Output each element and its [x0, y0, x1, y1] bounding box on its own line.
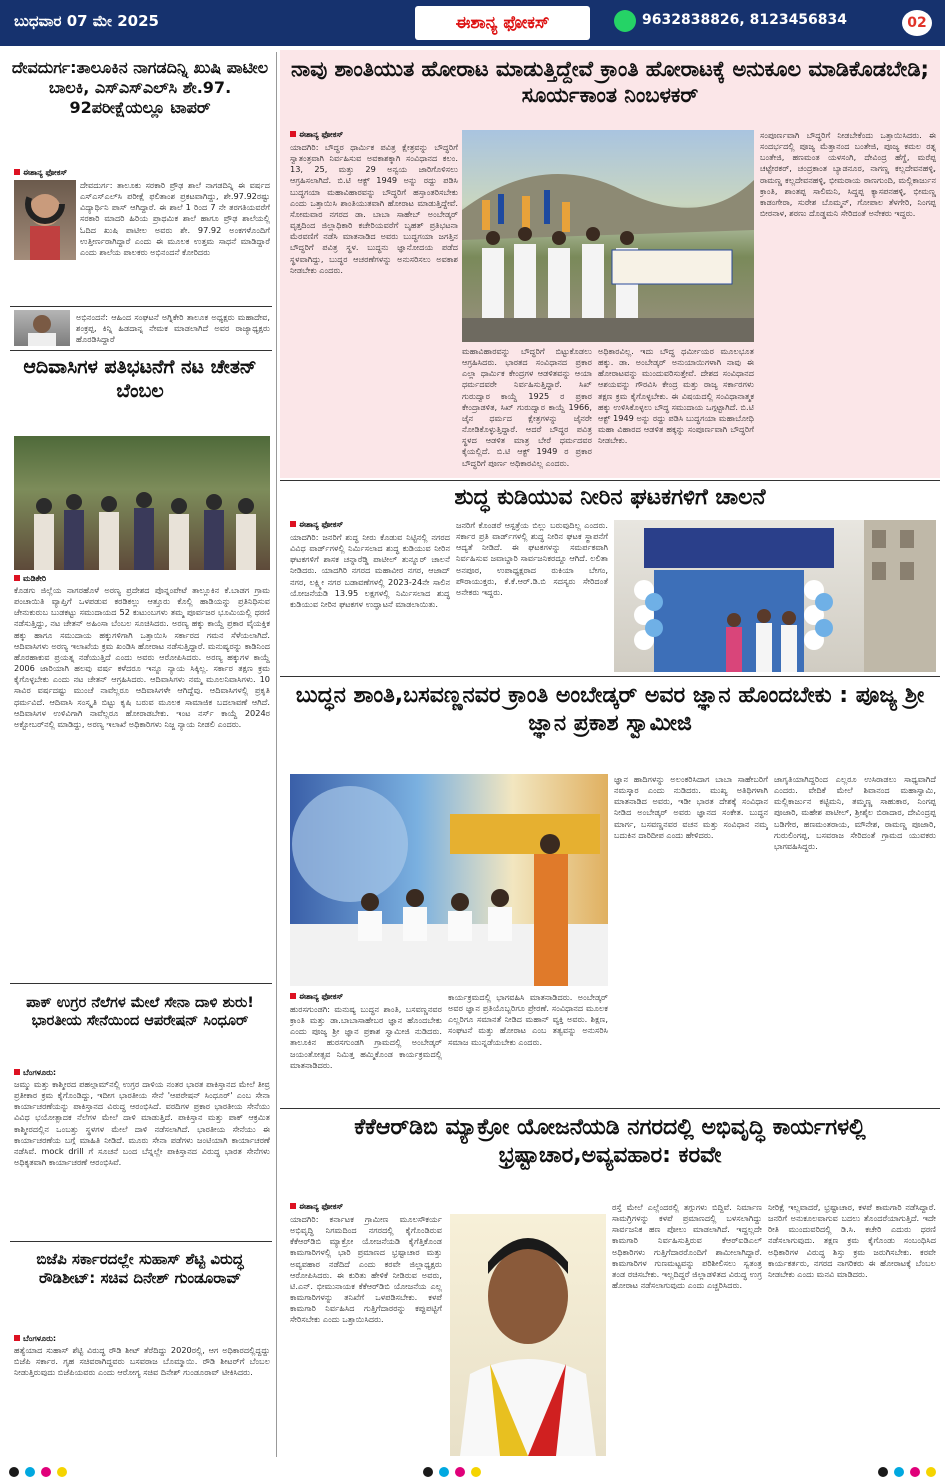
- right-a3-col3: ಜ್ಞಾನ ಹಾದಿಗಳನ್ನು ಅಲಂಕರಿಸಿದಾಗ ಬಾಬಾ ಸಾಹೇಬರಿಗೆ ನಮಸ್ಕಾರ ಎಂದು ನುಡಿದರು. ಮುಖ್ಯ ಅತಿಥಿಗಳಾಗಿ ಮಾತನಾಡಿದ ಅವರು, ಇಡೀ ಭಾರತ ದೇಶಕ್ಕೆ ಸಂವಿಧಾನ ನೀಡಿದ ಅಂಬೇಡ್ಕರ್ ಅವರು ಜ್ಞಾನದ ಸಂಕೇತ. ಬುದ್ಧನ ಮಾರ್ಗ, ಬಸವಣ್ಣನವರ ವಚನ ಮತ್ತು ಸಂವಿಧಾನ ನಮ್ಮ ಬದುಕಿನ ದಾರಿದೀಪ ಎಂದು ಹೇಳಿದರು.: [614, 774, 768, 840]
- rule: [10, 1241, 272, 1242]
- phone-text: 9632838826, 8123456834: [642, 12, 848, 28]
- stage-event-icon: [290, 774, 608, 986]
- left-a4-byline: ಬೆಂಗಳೂರು:: [14, 1334, 56, 1344]
- right-a1-col1: ಯಾದಗಿರಿ: ಬೌದ್ಧರ ಧಾರ್ಮಿಕ ಪವಿತ್ರ ಕ್ಷೇತ್ರವನ್ನು ಬೌದ್ಧರಿಗೆ ಸ್ವಾತಂತ್ರವಾಗಿ ನಿರ್ವಹಿಸುವ ಅವಕಾಶಕ್ಕಾಗಿ ಸಂವಿಧಾನದ ಕಲಂ. 13, 25, ಮತ್ತು 29 ಅನ್ವಯ ಜಾರಿಗೊಳಿಸಲು ಆಗ್ರಹಿಸಲಾಗಿದೆ. ಬಿ.ಟಿ ಆಕ್ಟ್ 1949 ಅನ್ನು ರದ್ದು ಪಡಿಸಿ ಬುದ್ಧಗಯಾ ಮಹಾವಿಹಾರವನ್ನು ಬೌದ್ಧರಿಗೆ ಹಸ್ತಾಂತರಿಸಬೇಕು ಎಂದು ಒತ್ತಾಯಿಸಿ ಶಾಂತಿಯುತವಾಗಿ ಹೋರಾಟ ಮಾಡುತ್ತಿದ್ದೇವೆ. ಸೋಮವಾರ ನಗರದ ಡಾ. ಬಾಬಾ ಸಾಹೇಬ್ ಅಂಬೇಡ್ಕರ್ ವೃತ್ತದಿಂದ ಜಿಲ್ಲಾಧಿಕಾರಿ ಕಚೇರಿಯವರೆಗೆ ಬೃಹತ್ ಪ್ರತಿಭಟನಾ ಮೆರವಣಿಗೆ ನಡೆಸಿ ಮಾತನಾಡಿದ ಅವರು ಬುದ್ಧಗಯಾ ಜಗತ್ತಿನ ಬೌದ್ಧರಿಗೆ ಪವಿತ್ರ ಸ್ಥಳ. ಬುದ್ಧನು ಜ್ಞಾನೋದಯ ಪಡೆದ ಸ್ಥಳವಾಗಿದ್ದು, ಬುದ್ಧರ ಆಚರಣೆಗಳನ್ನು ಅನುಸರಿಸಲು ಅವಕಾಶ ನೀಡಬೇಕು ಎಂದರು.: [290, 142, 458, 275]
- newspaper-logo[interactable]: [415, 6, 590, 40]
- left-a3-body: ಜಮ್ಮು ಮತ್ತು ಕಾಶ್ಮೀರದ ಪಹಲ್ಗಾಮ್‌ನಲ್ಲಿ ಉಗ್ರರ ದಾಳಿಯ ನಂತರ ಭಾರತ ಪಾಕಿಸ್ತಾನದ ಮೇಲೆ ತೀವ್ರ ಪ್ರತೀಕಾರ ಕ್ರಮ ಕೈಗೊಂಡಿದ್ದು, ಇದೀಗ ಭಾರತೀಯ ಸೇನೆ 'ಆಪರೇಷನ್ ಸಿಂಧೂರ್' ಎಂಬ ಸೇನಾ ಕಾರ್ಯಾಚರಣೆಯನ್ನು ಪಾಕಿಸ್ತಾನದ ವಿರುದ್ಧ ಆರಂಭಿಸಿದೆ. ವರದಿಗಳ ಪ್ರಕಾರ ಭಾರತೀಯ ಸೇನೆಯು ವಿವಿಧ ಭಯೋತ್ಪಾದಕ ನೆಲೆಗಳ ಮೇಲೆ ದಾಳಿ ಮಾಡುತ್ತಿದೆ. ಪಾಕಿಸ್ತಾನ ಮತ್ತು ಪಾಕ್ ಆಕ್ರಮಿತ ಕಾಶ್ಮೀರದಲ್ಲಿನ ಒಂಬತ್ತು ಸ್ಥಳಗಳ ಮೇಲೆ ದಾಳಿ ನಡೆಸಲಾಗಿದೆ. ಭಾರತೀಯ ಸೇನೆಯು ಈ ಕಾರ್ಯಾಚರಣೆಯ ಬಗ್ಗೆ ಮಾಹಿತಿ ನೀಡಿದೆ. ಮೂರು ಸೇನಾ ಪಡೆಗಳು ಜಂಟಿಯಾಗಿ ಕಾರ್ಯಾಚರಣೆ ನಡೆಸಿವೆ. mock drill ಗೆ ಸೂಚನೆ ಬಂದ ಬೆನ್ನಲ್ಲೇ ಪಾಕಿಸ್ತಾನದ ವಿರುದ್ಧ ಭಾರತ ಸೇನೆಗಳು ಅಧಿಕೃತವಾಗಿ ಕಾರ್ಯಾಚರಣೆ ಆರಂಭಿಸಿವೆ.: [14, 1079, 270, 1168]
- right-a3-byline: ಈಶಾನ್ಯ ಫೋಕಸ್: [290, 992, 343, 1002]
- leader-portrait-icon: [450, 1214, 606, 1456]
- left-a1-body: ದೇವದುರ್ಗ: ತಾಲೂಕು ಸರಕಾರಿ ಪ್ರೌಢ ಶಾಲೆ ನಾಗಡದಿನ್ನಿ ಈ ವರ್ಷದ ಎಸ್‌ಎಸ್‌ಎಲ್‌ಸಿ ಪರೀಕ್ಷೆ ಫಲಿತಾಂಶ ಪ್ರಕಟವಾಗಿದ್ದು, ಶೇ.97.92ರಷ್ಟು ವಿದ್ಯಾರ್ಥಿನಿ ಪಾಸ್ ಆಗಿದ್ದಾರೆ. ಈ ಶಾಲೆ 1 ರಿಂದ 7 ನೇ ತರಗತಿಯವರೆಗೆ ಸರಕಾರಿ ಮಾದರಿ ಹಿರಿಯ ಪ್ರಾಥಮಿಕ ಶಾಲೆ ಹಾಗೂ ಪ್ರೌಢ ಶಾಲೆಯಲ್ಲಿ ಓದಿದ ಖುಷಿ ಪಾಟೀಲ ಅವರು ಶೇ. 97.92 ಅಂಕಗಳೊಂದಿಗೆ ಉತ್ತೀರ್ಣರಾಗಿದ್ದಾರೆ ಎಂದು ಈ ಮೂಲಕ ಉತ್ತಮ ಸಾಧನೆ ಮಾಡಿದ್ದಾರೆ ಎಂದು ಶಾಲೆಯ ಪಾಲಕರು ಅಭಿನಂದನೆ ಕೋರಿದರು: [80, 180, 270, 257]
- left-a1-byline: ಈಶಾನ್ಯ ಫೋಕಸ್: [14, 168, 67, 178]
- cmyk-dots-left: [6, 1463, 70, 1482]
- crowd-scene-icon: [14, 436, 270, 570]
- stage-event-photo: [290, 774, 608, 986]
- right-a4-col2: ರಸ್ತೆ ಮೇಲೆ ಎಲ್ಲೆಂದರಲ್ಲಿ ತಗ್ಗುಗಳು ಬಿದ್ದಿವೆ. ನಿರ್ಮಾಣ ಸಾಮಗ್ರಿಗಳನ್ನು ಕಳಪೆ ಪ್ರಮಾಣದಲ್ಲಿ ಬಳಸಲಾಗಿದ್ದು ಸಾರ್ವಜನಿಕ ಹಣ ಪೋಲು ಮಾಡಲಾಗಿದೆ. ಇದ್ದಲ್ಲದೇ ಕಾಮಗಾರಿ ನಿರ್ವಹಿಸುತ್ತಿರುವ ಕೆಆರ್‌ಐಡಿಎಲ್ ಅಧಿಕಾರಿಗಳು ಗುತ್ತಿಗೆದಾರರೊಂದಿಗೆ ಶಾಮೀಲಾಗಿದ್ದಾರೆ. ಕಾಮಗಾರಿಗಳ ಗುಣಮಟ್ಟವನ್ನು ಪರಿಶೀಲಿಸಲು ಸ್ವತಂತ್ರ ತಂಡ ರಚಿಸಬೇಕು. ಇಲ್ಲದಿದ್ದರೆ ಜಿಲ್ಲಾಡಳಿತದ ವಿರುದ್ಧ ಉಗ್ರ ಹೋರಾಟ ನಡೆಸಲಾಗುವುದು ಎಂದು ಎಚ್ಚರಿಸಿದರು.: [612, 1202, 762, 1291]
- right-a1-col3: ಅಧಿಕಾರವಿಲ್ಲ. ಇದು ಬೌದ್ಧ ಧರ್ಮೀಯರ ಮೂಲಭೂತ ಹಕ್ಕು. ಡಾ. ಅಂಬೇಡ್ಕರ್ ಅನುಯಾಯಿಗಳಾಗಿ ನಾವು ಈ ಹೋರಾಟವನ್ನು ಮುಂದುವರಿಸುತ್ತೇವೆ. ದೇಶದ ಸಂವಿಧಾನದ ಆಶಯವನ್ನು ಗೌರವಿಸಿ ಕೇಂದ್ರ ಮತ್ತು ರಾಜ್ಯ ಸರ್ಕಾರಗಳು ತಕ್ಷಣ ಕ್ರಮ ಕೈಗೊಳ್ಳಬೇಕು. ಈ ವಿಷಯದಲ್ಲಿ ಸಂವಿಧಾನಾತ್ಮಕ ಹಕ್ಕು ಉಳಿಸಿಕೊಳ್ಳಲು ಬೌದ್ಧ ಸಮುದಾಯ ಒಗ್ಗಟ್ಟಾಗಿದೆ. ಬಿ.ಟಿ ಆಕ್ಟ್ 1949 ಅನ್ನು ರದ್ದು ಪಡಿಸಿ ಬುದ್ಧಗಯಾ ಮಹಾಬೋಧಿ ಮಹಾ ವಿಹಾರದ ಆಡಳಿತ ಹಕ್ಕನ್ನು ಸಂಪೂರ್ಣವಾಗಿ ಬೌದ್ಧರಿಗೆ ನೀಡಬೇಕು.: [598, 346, 754, 446]
- phone-numbers: [614, 12, 847, 28]
- right-a1-col2: ಮಹಾವಿಹಾರವನ್ನು ಬೌದ್ಧರಿಗೆ ಬಿಟ್ಟುಕೊಡಲು ಆಗ್ರಹಿಸಿದರು. ಭಾರತದ ಸಂವಿಧಾನದ ಪ್ರಕಾರ ಎಲ್ಲಾ ಧಾರ್ಮಿಕ ಕೇಂದ್ರಗಳ ಆಡಳಿತವನ್ನು ಆಯಾ ಧರ್ಮದವರೇ ನಿರ್ವಹಿಸುತ್ತಿದ್ದಾರೆ. ಸಿಖ್ ಗುರುದ್ವಾರ ಕಾಯ್ದೆ 1925 ರ ಪ್ರಕಾರ ಕೇಂದ್ರಾಡಳಿತ, ಸಿಖ್ ಗುರುದ್ವಾರ ಕಾಯ್ದೆ 1966, ಜೈನ ಧರ್ಮದ ಕ್ಷೇತ್ರಗಳನ್ನು ಜೈನರೇ ನೋಡಿಕೊಳ್ಳುತ್ತಿದ್ದಾರೆ. ಆದರೆ ಬೌದ್ಧರ ಪವಿತ್ರ ಸ್ಥಳದ ಆಡಳಿತ ಮಾತ್ರ ಬೇರೆ ಧರ್ಮದವರ ಕೈಯಲ್ಲಿದೆ. ಬಿ.ಟಿ ಆಕ್ಟ್ 1949 ರ ಪ್ರಕಾರ ಬೌದ್ಧರಿಗೆ ಪೂರ್ಣ ಅಧಿಕಾರವಿಲ್ಲ ಎಂದರು.: [462, 346, 592, 468]
- left-a4-headline[interactable]: ಬಿಜೆಪಿ ಸರ್ಕಾರದಲ್ಲೇ ಸುಹಾಸ್ ಶೆಟ್ಟಿ ವಿರುದ್ಧ ರೌಡಿಶೀಟ್: ಸಚಿವ ದಿನೇಶ್ ಗುಂಡೂರಾವ್: [36, 1250, 244, 1287]
- rule: [10, 350, 272, 351]
- rule: [280, 480, 940, 481]
- right-a1-col4: ಸಂಪೂರ್ಣವಾಗಿ ಬೌದ್ಧರಿಗೆ ನೀಡಬೇಕೆಂದು ಒತ್ತಾಯಿಸಿದರು. ಈ ಸಂದರ್ಭದಲ್ಲಿ ಪೂಜ್ಯ ಮೆತ್ತಾನಂದ ಬಂತೇಜಿ, ಪೂಜ್ಯ ಕಮಲ ರತ್ನ ಬಂತೇಜಿ, ಹಣಮಂತ ಯಳಸಂಗಿ, ದೇವಿಂದ್ರ ಹೆಗ್ಡೆ, ಮರೆಪ್ಪ ಚಟ್ಟೇರಕರ್, ಚಂದ್ರಕಾಂತ ಬ್ಯಾಡನೂರ, ನಾಗಣ್ಣ ಕಲ್ಲದೇವನಹಳ್ಳಿ, ರಾಮಣ್ಣ ಕಲ್ಲದೇವನಹಳ್ಳಿ, ಭೀಮರಾಯ ಠಾಣಗುಂದಿ, ಮಲ್ಲಿಕಾರ್ಜುನ ಕ್ರಾಂತಿ, ಶಾಂತಪ್ಪ ಸಾಲಿಮನಿ, ಸಿದ್ದಪ್ಪ ಕ್ಯಾಸಪನಹಳ್ಳಿ, ಭೀಮಣ್ಣ ಕಾಡಂಗೇರಾ, ಸುರೇಶ ಬೊಮ್ಮನ್, ಗೋಪಾಲ ತೆಳಗೇರಿ, ನಿಂಗಪ್ಪ ಬೀರನಾಳ, ಶರಣು ದೊಡ್ಡಮನಿ ಸೇರಿದಂತೆ ಅನೇಕರು ಇದ್ದರು.: [760, 130, 936, 219]
- logo-text: ಈಶಾನ್ಯ ಫೋಕಸ್: [455, 13, 550, 33]
- person-portrait-icon: [14, 310, 70, 346]
- rally-march-icon: [462, 130, 754, 342]
- water-plant-photo: [614, 520, 936, 672]
- left-a4-body: ಹತ್ಯೆಯಾದ ಸುಹಾಸ್ ಶೆಟ್ಟಿ ವಿರುದ್ಧ ರೌಡಿ ಶೀಟ್ ತೆರೆದಿದ್ದು 2020ರಲ್ಲಿ, ಆಗ ಅಧಿಕಾರದಲ್ಲಿದ್ದದ್ದು ಬಿಜೆಪಿ ಸರ್ಕಾರ. ಗೃಹ ಸಚಿವರಾಗಿದ್ದವರು ಬಸವರಾಜ ಬೊಮ್ಮಾಯಿ. ರೌಡಿ ಶೀಟರ್‌ಗೆ ಬೆಂಬಲ ನೀಡುತ್ತಿರುವುದು ಬಿಜೆಪಿಯವರು ಎಂದು ಆರೋಗ್ಯ ಸಚಿವ ದಿನೇಶ್ ಗುಂಡೂರಾವ್ ಟೀಕಿಸಿದರು.: [14, 1345, 270, 1378]
- right-a3-col2: ಕಾರ್ಯಕ್ರಮದಲ್ಲಿ ಭಾಗವಹಿಸಿ ಮಾತನಾಡಿದರು. ಅಂಬೇಡ್ಕರ್ ಅವರ ಜ್ಞಾನ ಪ್ರತಿಯೊಬ್ಬರಿಗೂ ಪ್ರೇರಣೆ. ಸಂವಿಧಾನದ ಮೂಲಕ ಎಲ್ಲರಿಗೂ ಸಮಾನತೆ ನೀಡಿದ ಮಹಾನ್ ವ್ಯಕ್ತಿ ಅವರು. ಶಿಕ್ಷಣ, ಸಂಘಟನೆ ಮತ್ತು ಹೋರಾಟ ಎಂಬ ತತ್ವವನ್ನು ಅನುಸರಿಸಿ ಸಮಾಜ ಮುನ್ನಡೆಯಬೇಕು ಎಂದರು.: [448, 992, 608, 1047]
- cmyk-dots-right: [875, 1463, 939, 1482]
- rule: [280, 676, 940, 677]
- protest-photo: [14, 436, 270, 570]
- right-a4-col1: ಯಾದಗಿರಿ: ಕರ್ನಾಟಕ ಗ್ರಾಮೀಣ ಮೂಲಸೌಕರ್ಯ ಅಭಿವೃದ್ಧಿ ನಿಗಮದಿಂದ ನಗರದಲ್ಲಿ ಕೈಗೊಂಡಿರುವ ಕೆಕೆಆರ್‌ಡಿಬಿ ಮ್ಯಾಕ್ರೋ ಯೋಜನೆಯಡಿ ಕೈಗೆತ್ತಿಕೊಂಡ ಕಾಮಗಾರಿಗಳಲ್ಲಿ ಭಾರಿ ಪ್ರಮಾಣದ ಭ್ರಷ್ಟಾಚಾರ ಮತ್ತು ಅವ್ಯವಹಾರ ನಡೆದಿದೆ ಎಂದು ಕರವೇ ಜಿಲ್ಲಾಧ್ಯಕ್ಷರು ಆರೋಪಿಸಿದರು. ಈ ಕುರಿತು ಹೇಳಿಕೆ ನೀಡಿರುವ ಅವರು, ಟಿ.ಎನ್. ಭೀಮುನಾಯಕ ಕೆಕೆಆರ್‌ಡಿಬಿ ಯೋಜನೆಯ ಎಲ್ಲ ಕಾಮಗಾರಿಗಳನ್ನು ತನಿಖೆಗೆ ಒಳಪಡಿಸಬೇಕು. ಕಳಪೆ ಕಾಮಗಾರಿ ನಿರ್ವಹಿಸಿದ ಗುತ್ತಿಗೆದಾರರನ್ನು ಕಪ್ಪುಪಟ್ಟಿಗೆ ಸೇರಿಸಬೇಕು ಎಂದು ಒತ್ತಾಯಿಸಿದರು.: [290, 1214, 442, 1325]
- left-a2-body: ಕೊಡಗು ಜಿಲ್ಲೆಯ ನಾಗರಹೊಳೆ ಅರಣ್ಯ ಪ್ರದೇಶದ ಪೊನ್ನಂಪೇಟೆ ತಾಲ್ಲೂಕಿನ ಕೆ.ಬಾಡಗ ಗ್ರಾಮ ಪಂಚಾಯಿತಿ ವ್ಯಾಪ್ತಿಗೆ ಒಳಪಡುವ ಕರಡಿಕಲ್ಲು ಆತ್ತೂರು ಕೊಲ್ಲಿ ಹಾಡಿಯನ್ನು ಪ್ರತಿನಿಧಿಸುವ ಜೇನುಕುರುಬ ಬುಡಕಟ್ಟು ಸಮುದಾಯದ 52 ಕುಟುಂಬಗಳು ತಮ್ಮ ಪೂರ್ವಜರ ಭೂಮಿಯಲ್ಲಿ ಧರಣಿ ನಡೆಸುತ್ತಿದ್ದು, ನಟ ಚೇತನ್ ಅಹಿಂಸಾ ಬೆಂಬಲ ಸೂಚಿಸಿದರು. ಅರಣ್ಯ ಹಕ್ಕು ಕಾಯ್ದೆ ಪ್ರಕಾರ ವೈಯಕ್ತಿಕ ಹಕ್ಕು ಹಾಗೂ ಸಮುದಾಯ ಹಕ್ಕುಗಳಿಗಾಗಿ ಒತ್ತಾಯಿಸಿ ಸರ್ಕಾರದ ಗಮನ ಸೆಳೆಯಲಾಗಿದೆ. ಆದಿವಾಸಿಗಳು ಅರಣ್ಯ ಇಲಾಖೆಯ ಕ್ರಮ ಖಂಡಿಸಿ ಹೋರಾಟ ನಡೆಸುತ್ತಿದ್ದಾರೆ. ಮನುಷ್ಯರನ್ನು ಕಾಡಿನಿಂದ ಹೊರಹಾಕುವ ಪ್ರಯತ್ನ ನಡೆಯುತ್ತಿದೆ ಎಂದು ಅವರು ಆರೋಪಿಸಿದರು. ಅರಣ್ಯ ಹಕ್ಕುಗಳ ಕಾಯ್ದೆ 2006 ಜಾರಿಯಾಗಿ ಹಲವು ವರ್ಷ ಕಳೆದರೂ ಇನ್ನೂ ನ್ಯಾಯ ಸಿಕ್ಕಿಲ್ಲ. ಸರ್ಕಾರ ತಕ್ಷಣ ಕ್ರಮ ಕೈಗೊಳ್ಳಬೇಕು ಎಂದು ನಟ ಚೇತನ್ ಆಗ್ರಹಿಸಿದರು. ಆದಿವಾಸಿಗಳು ನಮ್ಮ ಮೂಲನಿವಾಸಿಗಳು. 10 ಸಾವಿರ ವರ್ಷದಷ್ಟು ಮುಂಚೆ ನಾವೆಲ್ಲರೂ ಆದಿವಾಸಿಗಳೇ ಆಗಿದ್ದೆವು. ಆದಿವಾಸಿಗಳಲ್ಲಿ ಪ್ರಕೃತಿ ಧರ್ಮವಿದೆ. ಆದಿವಾಸಿ ಸಂಸ್ಕೃತಿ ಬಿಟ್ಟು ಕೃಷಿ ಬರುವ ಮೂಲಕ ಸಾಮಾಜಿಕ ಬದಲಾವಣೆ ಆಗಿದೆ. ಆದಿವಾಸಿಗಳ ಉಳಿವಿಗಾಗಿ ನಾವೆಲ್ಲರೂ ಹೋರಾಡಬೇಕು. ಇಂಟ ನರ್ಸ್ ಕಾಯ್ದೆ 2024ರ ಅಕ್ಟೋಬರ್‌ನಲ್ಲಿ ಮಾಡಿದ್ದು, ಅರಣ್ಯ ಇಲಾಖೆ ಅಧಿಕಾರಿಗಳು ನಿಜ್ಜ ನ್ಯಾಯ ನೀಡಲಿ ಎಂದರು.: [14, 585, 270, 729]
- karave-leader-photo: [450, 1214, 606, 1456]
- left-a3-headline[interactable]: ಪಾಕ್ ಉಗ್ರರ ನೆಲೆಗಳ ಮೇಲೆ ಸೇನಾ ದಾಳಿ ಶುರು! ಭಾರತೀಯ ಸೇನೆಯಿಂದ ಆಪರೇಷನ್ ಸಿಂಧೂರ್: [26, 995, 254, 1030]
- right-a4-headline[interactable]: ಕೆಕೆಆರ್‌ಡಿಬಿ ಮ್ಯಾಕ್ರೋ ಯೋಜನೆಯಡಿ ನಗರದಲ್ಲಿ ಅಭಿವೃದ್ಧಿ ಕಾರ್ಯಗಳಲ್ಲಿ ಭ್ರಷ್ಟಾಚಾರ,ಅವ್ಯವಹಾರ: ಕರವೇ: [354, 1115, 866, 1168]
- cmyk-dots-center: [420, 1463, 484, 1482]
- student-portrait-icon: [14, 180, 76, 260]
- right-a3-headline[interactable]: ಬುದ್ಧನ ಶಾಂತಿ,ಬಸವಣ್ಣನವರ ಕ್ರಾಂತಿ ಅಂಬೇಡ್ಕರ್ ಅವರ ಜ್ಞಾನ ಹೊಂದಬೇಕು : ಪೂಜ್ಯ ಶ್ರೀ ಜ್ಞಾನ ಪ್ರಕಾಶ ಸ್ವಾಮೀಜಿ: [295, 683, 925, 736]
- right-a2-col2: ಜನರಿಗೆ ಕೊಂಡರೆ ಆಸ್ಪತ್ರೆಯ ಬಿಲ್ಲು ಬರುವುದಿಲ್ಲ ಎಂದರು. ಸರ್ಕಾರ ಪ್ರತಿ ವಾರ್ಡ್‌ಗಳಲ್ಲಿ ಶುದ್ಧ ನೀರಿನ ಘಟಕ ಸ್ಥಾಪನೆಗೆ ಆದ್ಯತೆ ನೀಡಿದೆ. ಈ ಘಟಕಗಳನ್ನು ಸಮರ್ಪಕವಾಗಿ ನಿರ್ವಹಿಸುವ ಜವಾಬ್ದಾರಿ ಸಾರ್ವಜನಿಕರದ್ದೂ ಆಗಿದೆ. ಲಲಿತಾ ಅನಪೂರ, ಉಪಾಧ್ಯಕ್ಷರಾದ ರುಕಿಯಾ ಬೇಗಂ, ಪೌರಾಯುಕ್ತರು, ಕೆ.ಕೆ.ಆರ್.ಡಿ.ಬಿ ಸದಸ್ಯರು ಸೇರಿದಂತೆ ಅನೇಕರು ಇದ್ದರು.: [456, 520, 608, 597]
- left-a2-headline[interactable]: ಆದಿವಾಸಿಗಳ ಪತಿಭಟನೆಗೆ ನಟ ಚೇತನ್ ಬೆಂಬಲ: [23, 356, 257, 402]
- rule: [10, 306, 272, 307]
- student-photo: [14, 180, 76, 260]
- masthead-bar: [0, 0, 945, 46]
- issue-date: ಬುಧವಾರ 07 ಮೇ 2025: [14, 12, 159, 30]
- rule: [280, 1108, 940, 1109]
- left-a1-caption: ಅಭಿನಂದನೆ: ಆಹಿಂದ ಸಂಘಟನೆ ಅಗ್ನಿಕೇರಿ ತಾಲೂಕ ಅಧ್ಯಕ್ಷರು ಮಹಾದೇವ, ಶಂಕ್ರಪ್ಪ, ಕಿನ್ನಿ ಹಿಡದಾನ್ನ ನೇಮಕ ಮಾಡಲಾಗಿದೆ ಅವರ ರಾಜ್ಯಾಧ್ಯಕ್ಷರು ಹೊರಡಿಸಿದ್ದಾರೆ: [76, 312, 270, 345]
- right-a1-headline[interactable]: ನಾವು ಶಾಂತಿಯುತ ಹೋರಾಟ ಮಾಡುತ್ತಿದ್ದೇವೆ ಕ್ರಾಂತಿ ಹೋರಾಟಕ್ಕೆ ಅನುಕೂಲ ಮಾಡಿಕೊಡಬೇಡಿ; ಸೂರ್ಯಕಾಂತ ನಿಂಬಳಕರ್: [291, 57, 929, 108]
- left-a1-headline[interactable]: ದೇವದುರ್ಗ:ತಾಲೂಕಿನ ನಾಗಡದಿನ್ನಿ ಖುಷಿ ಪಾಟೀಲ ಬಾಲಕಿ, ಎಸ್‌ಎಸ್‌ಎಲ್‌ಸಿ ಶೇ.97. 92ಪರೀಕ್ಷೆಯಲ್ಲೂ ಟಾಪರ್: [11, 58, 269, 117]
- page-number: 02: [902, 10, 932, 36]
- column-divider: [276, 52, 277, 1457]
- right-a4-byline: ಈಶಾನ್ಯ ಫೋಕಸ್: [290, 1202, 343, 1212]
- left-a3-byline: ಬೆಂಗಳೂರು:: [14, 1068, 56, 1078]
- member-photo: [14, 310, 70, 346]
- right-a2-col1: ಯಾದಗಿರಿ: ಜನರಿಗೆ ಶುದ್ಧ ನೀರು ಕೊಡುವ ನಿಟ್ಟಿನಲ್ಲಿ ನಗರದ ವಿವಿಧ ವಾರ್ಡ್‌ಗಳಲ್ಲಿ ನಿರ್ಮಿಸಲಾದ ಶುದ್ಧ ಕುಡಿಯುವ ನೀರಿನ ಘಟಕಗಳಿಗೆ ಶಾಸಕ ಚನ್ನಾರೆಡ್ಡಿ ಪಾಟೀಲ್ ತುನ್ನೂರ್ ಚಾಲನೆ ನೀಡಿದರು. ಯಾದಗಿರಿ ನಗರದ ಮಹಾವೀರ ನಗರ, ಆಜಾದ್ ನಗರ, ಲಕ್ಷ್ಮೀ ನಗರ ಬಡಾವಣೆಗಳಲ್ಲಿ 2023-24ನೇ ಸಾಲಿನ ಯೋಜನೆಯಡಿ 13.95 ಲಕ್ಷಗಳಲ್ಲಿ ನಿರ್ಮಿಸಲಾದ ಶುದ್ಧ ಕುಡಿಯುವ ನೀರಿನ ಘಟಕಗಳ ಉದ್ಘಾಟನೆ ಮಾಡಲಾಯಿತು.: [290, 532, 450, 609]
- right-a1-byline: ಈಶಾನ್ಯ ಫೋಕಸ್: [290, 130, 343, 140]
- right-a2-byline: ಈಶಾನ್ಯ ಫೋಕಸ್: [290, 520, 343, 530]
- right-a3-col1: ಹುರಸಗುಂಡಗಿ: ಮನುಷ್ಯ ಬುದ್ಧನ ಶಾಂತಿ, ಬಸವಣ್ಣನವರ ಕ್ರಾಂತಿ ಮತ್ತು ಡಾ.ಬಾಬಾಸಾಹೇಬರ ಜ್ಞಾನ ಹೊಂದಬೇಕು ಎಂದು ಪೂಜ್ಯ ಶ್ರೀ ಜ್ಞಾನ ಪ್ರಕಾಶ ಸ್ವಾಮೀಜಿ ನುಡಿದರು. ತಾಲೂಕಿನ ಹುರಸಗುಂಡಗಿ ಗ್ರಾಮದಲ್ಲಿ ಅಂಬೇಡ್ಕರ್ ಜಯಂತೋತ್ಸವ ನಿಮಿತ್ತ ಹಮ್ಮಿಕೊಂಡ ಕಾರ್ಯಕ್ರಮದಲ್ಲಿ ಮಾತನಾಡಿದರು.: [290, 1004, 442, 1070]
- right-a3-col4: ಜಾಗೃತಿಯಾಗಿದ್ದರಿಂದ ಎಲ್ಲರೂ ಉಸಿರಾಡಲು ಸಾಧ್ಯವಾಗಿದೆ ಎಂದರು. ವೇದಿಕೆ ಮೇಲೆ ಶಿವಾನಂದ ಮಹಾಸ್ವಾಮಿ, ಮಲ್ಲಿಕಾರ್ಜುನ ಕಟ್ಟಿಮನಿ, ತಮ್ಮಣ್ಣ ಸಾಹುಕಾರ, ನಿಂಗಪ್ಪ ಪೂಜಾರಿ, ಮಹೇಶ ಪಾಟೀಲ್, ಶ್ರೀಶೈಲ ಬಿರಾದಾರ, ದೇವಿಂದ್ರಪ್ಪ ಬಡಿಗೇರ, ಹಣಮಂತರಾಯ, ಮೌನೇಶ, ರಾಮಣ್ಣ ಪೂಜಾರಿ, ಗುರುಲಿಂಗಪ್ಪ, ಬಸವರಾಜ ಸೇರಿದಂತೆ ಗ್ರಾಮದ ಯುವಕರು ಭಾಗವಹಿಸಿದ್ದರು.: [774, 774, 936, 851]
- inauguration-scene-icon: [614, 520, 936, 672]
- right-a2-headline[interactable]: ಶುದ್ಧ ಕುಡಿಯುವ ನೀರಿನ ಘಟಕಗಳಿಗೆ ಚಾಲನೆ: [454, 485, 766, 510]
- left-a2-byline: ಮಡಿಕೇರಿ: [14, 574, 46, 584]
- rule: [10, 983, 272, 984]
- rally-photo: [462, 130, 754, 342]
- print-registration-marks: [0, 1463, 945, 1475]
- right-a4-col3: ನೀರಿಕ್ಷೆ ಇಲ್ಲವಾದರೆ, ಭ್ರಷ್ಟಾಚಾರ, ಕಳಪೆ ಕಾಮಗಾರಿ ನಡೆಸಿದ್ದಾರೆ. ಜನರಿಗೆ ಅನುಕೂಲವಾಗುವ ಬದಲು ತೊಂದರೆಯಾಗುತ್ತಿದೆ. ಇದೇ ರೀತಿ ಮುಂದುವರಿದಲ್ಲಿ ಡಿ.ಸಿ. ಕಚೇರಿ ಎದುರು ಧರಣಿ ನಡೆಸಲಾಗುವುದು. ತಕ್ಷಣ ಕ್ರಮ ಕೈಗೊಂಡು ಸಂಬಂಧಿಸಿದ ಅಧಿಕಾರಿಗಳ ವಿರುದ್ಧ ಶಿಸ್ತು ಕ್ರಮ ಜರುಗಿಸಬೇಕು. ಕರವೇ ಕಾರ್ಯಕರ್ತರು, ನಗರದ ನಾಗರಿಕರು ಈ ಹೋರಾಟಕ್ಕೆ ಬೆಂಬಲ ನೀಡಬೇಕು ಎಂದು ಮನವಿ ಮಾಡಿದರು.: [768, 1202, 936, 1279]
